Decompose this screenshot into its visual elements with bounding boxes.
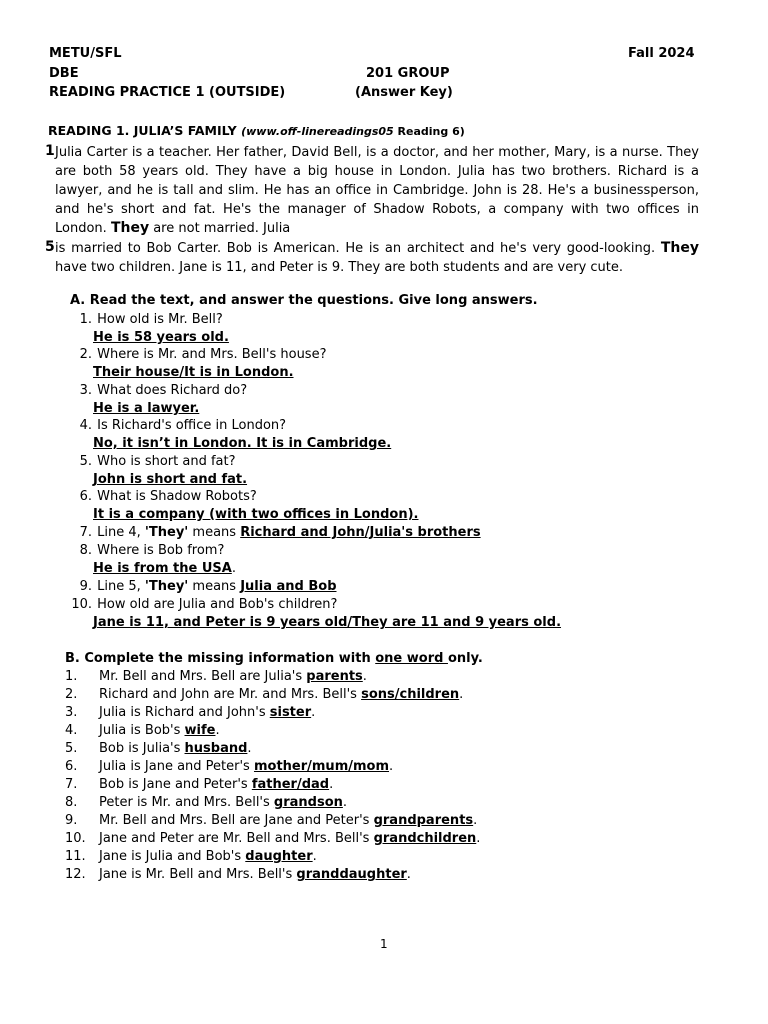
question-text: How old are Julia and Bob's children? bbox=[97, 597, 338, 612]
fill-item-7 bbox=[65, 776, 333, 794]
item-text: Jane is Mr. Bell and Mrs. Bell's bbox=[99, 867, 297, 882]
passage-text-2a: is married to Bob Carter. Bob is American. He is an architect and he's very good-looking. bbox=[55, 241, 656, 256]
header-term: Fall 2024 bbox=[628, 46, 695, 61]
item-end: . bbox=[329, 777, 334, 792]
answer-10: Jane is 11, and Peter is 9 years old/They are 11 and 9 years old. bbox=[93, 615, 562, 630]
item-number: 8. bbox=[65, 795, 78, 810]
item-text: Peter is Mr. and Mrs. Bell's bbox=[99, 795, 274, 810]
fill-item-4 bbox=[65, 722, 220, 740]
answer-9: Julia and Bob bbox=[240, 579, 337, 594]
item-end: . bbox=[312, 849, 317, 864]
question-keyword: 'They' bbox=[144, 579, 189, 594]
item-end: . bbox=[476, 831, 481, 846]
question-mid: means bbox=[188, 525, 241, 540]
line-number-5: 5 bbox=[45, 239, 55, 255]
question-mid: means bbox=[188, 579, 241, 594]
question-number: 8. bbox=[79, 543, 92, 558]
question-number: 4. bbox=[79, 418, 92, 433]
question-3 bbox=[70, 382, 247, 400]
item-answer: husband bbox=[184, 741, 248, 756]
item-answer: granddaughter bbox=[296, 867, 407, 882]
passage-text-1a: Julia Carter is a teacher. Her father, David Bell, is a doctor, and her mother, Mary, is a nurse. They are both 58 years old. They have a big house in London. Julia has two brothers. Richard is a lawyer, and he is tall and slim. He has an office in Cambridge. John is 28. He's a businessperson, and he's short and fat. He's the manager of Shadow Robots, a company with two offices in London. bbox=[55, 145, 699, 236]
item-answer: wife bbox=[184, 723, 216, 738]
question-7 bbox=[70, 524, 481, 542]
answer-2: Their house/It is in London. bbox=[93, 365, 294, 380]
passage-keyword-they-2: They bbox=[660, 240, 699, 256]
header-practice: READING PRACTICE 1 (OUTSIDE) bbox=[49, 85, 286, 100]
header-answer-key: (Answer Key) bbox=[355, 85, 453, 100]
answer-3: He is a lawyer. bbox=[93, 401, 200, 416]
item-number: 3. bbox=[65, 705, 78, 720]
item-number: 7. bbox=[65, 777, 78, 792]
question-text: Who is short and fat? bbox=[97, 454, 236, 469]
item-number: 12. bbox=[65, 867, 86, 882]
question-number: 2. bbox=[79, 347, 92, 362]
item-number: 1. bbox=[65, 669, 78, 684]
item-end: . bbox=[247, 741, 252, 756]
fill-item-11 bbox=[65, 848, 317, 866]
question-6 bbox=[70, 488, 257, 506]
question-text: Is Richard's office in London? bbox=[97, 418, 287, 433]
item-number: 10. bbox=[65, 831, 86, 846]
question-10 bbox=[70, 596, 337, 614]
item-answer: daughter bbox=[245, 849, 313, 864]
section-b-heading bbox=[65, 651, 483, 666]
question-keyword: 'They' bbox=[144, 525, 189, 540]
question-number: 1. bbox=[79, 312, 92, 327]
page-number: 1 bbox=[380, 937, 388, 951]
fill-item-6 bbox=[65, 758, 393, 776]
question-number: 10. bbox=[71, 597, 92, 612]
fill-item-8 bbox=[65, 794, 347, 812]
item-end: . bbox=[311, 705, 316, 720]
reading-source: (www.off-linereadings05 bbox=[241, 125, 394, 138]
answer-4: No, it isn’t in London. It is in Cambridge. bbox=[93, 436, 392, 451]
item-end: . bbox=[389, 759, 394, 774]
item-answer: sister bbox=[269, 705, 312, 720]
item-number: 11. bbox=[65, 849, 86, 864]
reading-source-rest: Reading 6) bbox=[393, 125, 465, 138]
item-number: 6. bbox=[65, 759, 78, 774]
header-org: METU/SFL bbox=[49, 46, 122, 61]
item-text: Jane is Julia and Bob's bbox=[99, 849, 246, 864]
question-prefix: Line 4, bbox=[97, 525, 145, 540]
item-number: 4. bbox=[65, 723, 78, 738]
item-text: Richard and John are Mr. and Mrs. Bell's bbox=[99, 687, 362, 702]
section-b-heading-pre: B. Complete the missing information with bbox=[65, 651, 376, 666]
question-prefix: Line 5, bbox=[97, 579, 145, 594]
item-answer: parents bbox=[306, 669, 363, 684]
item-end: . bbox=[473, 813, 478, 828]
item-text: Mr. Bell and Mrs. Bell are Jane and Peter's bbox=[99, 813, 374, 828]
section-b-heading-underlined: one word bbox=[375, 651, 448, 666]
question-8 bbox=[70, 542, 224, 560]
question-text: How old is Mr. Bell? bbox=[97, 312, 223, 327]
item-text: Jane and Peter are Mr. Bell and Mrs. Bell's bbox=[99, 831, 374, 846]
item-text: Julia is Bob's bbox=[99, 723, 185, 738]
question-5 bbox=[70, 453, 236, 471]
passage-keyword-they-1: They bbox=[110, 220, 150, 236]
item-text: Julia is Jane and Peter's bbox=[99, 759, 254, 774]
item-number: 2. bbox=[65, 687, 78, 702]
item-text: Bob is Jane and Peter's bbox=[99, 777, 252, 792]
answer-5: John is short and fat. bbox=[93, 472, 248, 487]
item-answer: father/dad bbox=[251, 777, 330, 792]
answer-8-tail: . bbox=[231, 561, 236, 576]
question-text: Where is Bob from? bbox=[97, 543, 225, 558]
item-text: Julia is Richard and John's bbox=[99, 705, 270, 720]
question-4 bbox=[70, 417, 286, 435]
question-number: 6. bbox=[79, 489, 92, 504]
fill-item-3 bbox=[65, 704, 315, 722]
answer-6: It is a company (with two offices in London). bbox=[93, 507, 419, 522]
question-text: What does Richard do? bbox=[97, 383, 248, 398]
reading-title-text: READING 1. JULIA’S FAMILY bbox=[48, 123, 237, 138]
header-dept: DBE bbox=[49, 66, 79, 81]
fill-item-12 bbox=[65, 866, 411, 884]
item-end: . bbox=[406, 867, 411, 882]
question-number: 5. bbox=[79, 454, 92, 469]
item-answer: mother/mum/mom bbox=[253, 759, 390, 774]
passage-paragraph-1 bbox=[55, 143, 699, 238]
item-answer: sons/children bbox=[361, 687, 460, 702]
fill-item-10 bbox=[65, 830, 480, 848]
question-2 bbox=[70, 346, 326, 364]
passage-text-2b: have two children. Jane is 11, and Peter is 9. They are both students and are very cute. bbox=[55, 260, 624, 275]
item-end: . bbox=[342, 795, 348, 810]
item-number: 9. bbox=[65, 813, 78, 828]
question-number: 3. bbox=[79, 383, 92, 398]
item-answer: grandchildren bbox=[373, 831, 477, 846]
item-text: Bob is Julia's bbox=[99, 741, 185, 756]
passage-paragraph-2 bbox=[55, 239, 699, 277]
fill-item-9 bbox=[65, 812, 477, 830]
question-text: What is Shadow Robots? bbox=[97, 489, 257, 504]
reading-title bbox=[48, 123, 465, 138]
item-answer: grandparents bbox=[373, 813, 474, 828]
passage-text-1b: are not married. Julia bbox=[153, 221, 291, 236]
answer-7: Richard and John/Julia's brothers bbox=[240, 525, 481, 540]
item-text: Mr. Bell and Mrs. Bell are Julia's bbox=[99, 669, 307, 684]
section-a-heading: A. Read the text, and answer the questions. Give long answers. bbox=[70, 293, 538, 308]
item-end: . bbox=[459, 687, 464, 702]
item-end: . bbox=[362, 669, 367, 684]
line-number-1: 1 bbox=[45, 143, 55, 159]
question-1 bbox=[70, 311, 223, 329]
fill-item-1 bbox=[65, 668, 367, 686]
question-text: Where is Mr. and Mrs. Bell's house? bbox=[97, 347, 327, 362]
answer-8-text: He is from the USA bbox=[93, 561, 232, 576]
item-answer: grandson bbox=[273, 795, 343, 810]
item-end: . bbox=[215, 723, 220, 738]
section-b-heading-post: only. bbox=[447, 651, 483, 666]
fill-item-5 bbox=[65, 740, 252, 758]
fill-item-2 bbox=[65, 686, 463, 704]
question-number: 7. bbox=[79, 525, 92, 540]
question-number: 9. bbox=[79, 579, 92, 594]
question-9 bbox=[70, 578, 337, 596]
header-group: 201 GROUP bbox=[366, 66, 450, 81]
item-number: 5. bbox=[65, 741, 78, 756]
answer-8 bbox=[93, 560, 236, 578]
answer-1: He is 58 years old. bbox=[93, 330, 229, 345]
